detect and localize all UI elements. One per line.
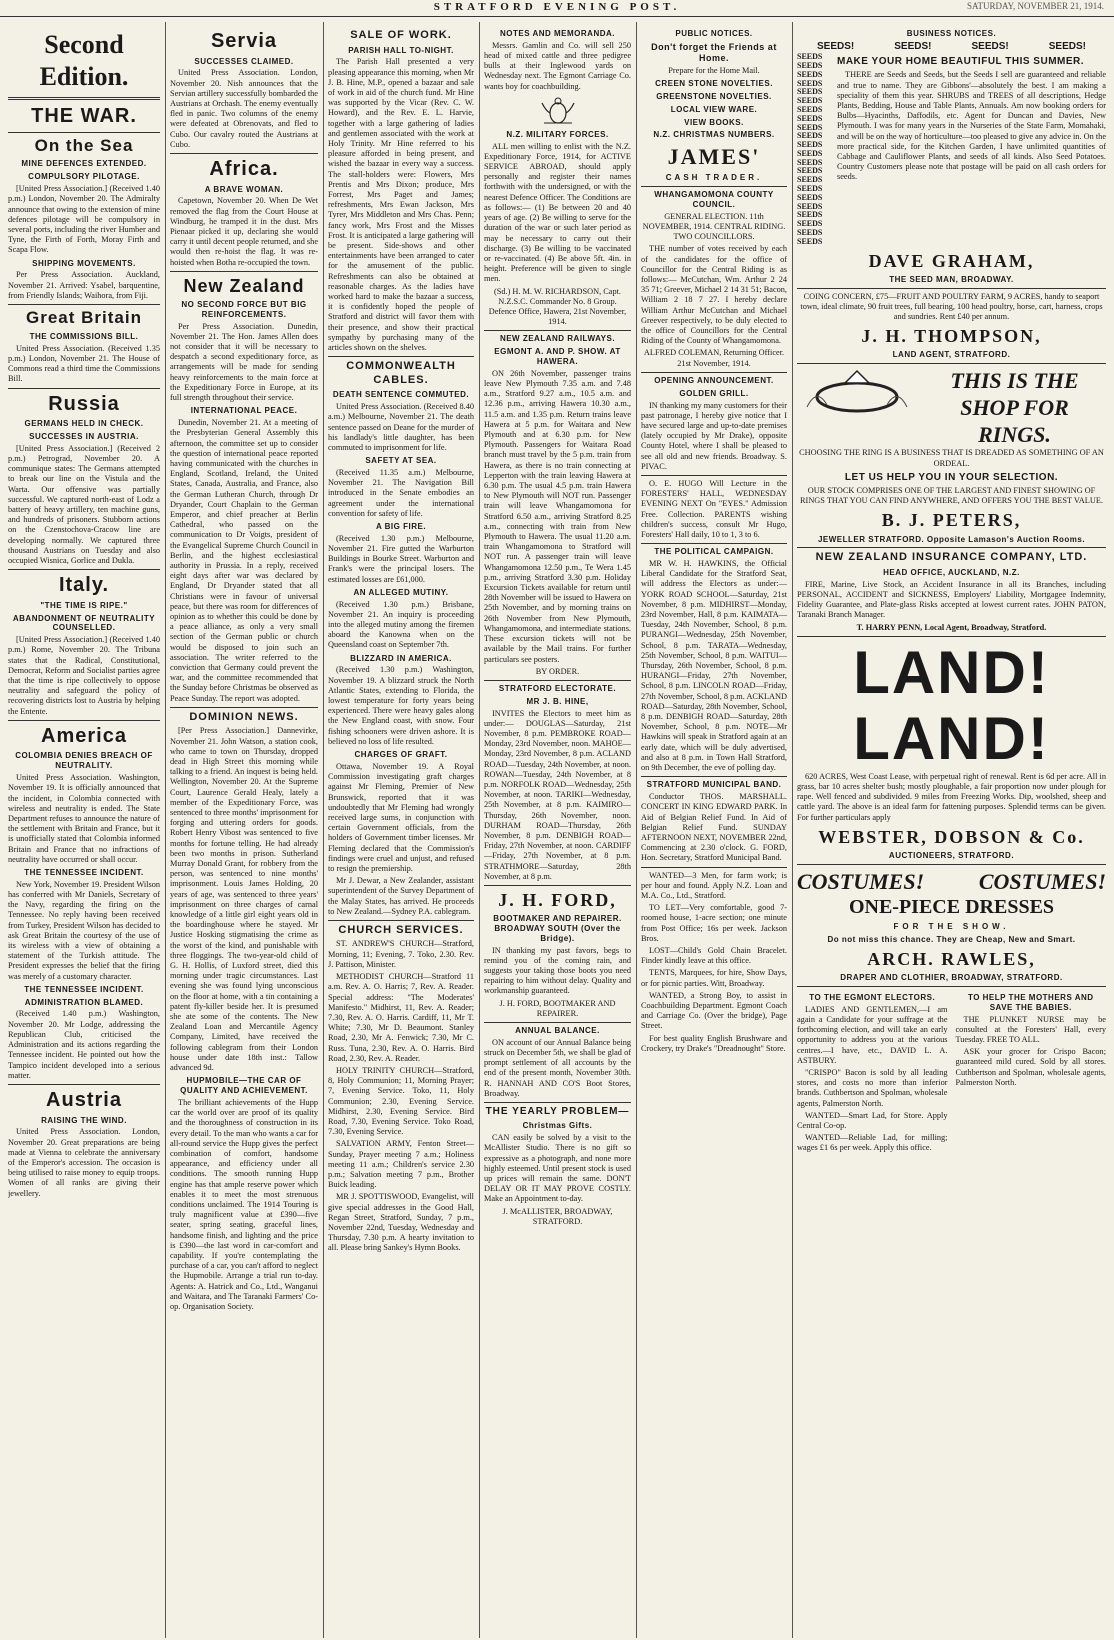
- column-rule: [165, 22, 166, 1638]
- article-body: The brilliant achievements of the Hupp car the world over are proof of its quality and the thoroughness of construction in its every detail. To the man who wants a car for all-round service the Hupp gives the perfect combination of comfort, handsome appearance, and efficiency under all conditions. The smooth running Hupp engine has that ample reserve power which enables it to meet the most strenuous conditions unclaimed. The 1914 Touring is truly magnificent value at £390—five seater, spring seating, graceful lines, handsome finish, and lighting and the price is £390—the last word in car-comfort and capability. If you're contemplating the purchase of a car, you can't afford to neglect the Hupmobile. Arrange a trial run to-day. Agents: A. Hatrick and Co., Ltd., Wanganui and Waitara, and The Taranaki Farmers' Co-op. Organisation Society.: [170, 1097, 318, 1311]
- subheading: THE COMMISSIONS BILL.: [29, 331, 139, 341]
- subheading: COLOMBIA DENIES BREACH OF NEUTRALITY.: [15, 751, 153, 771]
- notice-body: INVITES the Electors to meet him as under:— DOUGLAS—Saturday, 21st November, 8 p.m. PEMBROKE ROAD—Monday, 23rd November, noon. MAHOE—Monday, 23rd November, 8 p.m. ACLAND ROAD—Tuesday, 24th November, at noon. ROWAN—Tuesday, 24th November, at 8 p.m. NORFOLK ROAD—Wednesday, 25th November, at noon. TARIKI—Wednesday, 25th November, at 8 p.m. KAIMIRO—Thursday, 26th November, noon. DURHAM ROAD—Thursday, 26th November, 8 p.m. DENBIGH ROAD—Friday, 27th November, at noon. CARDIFF—Friday, 27th November, at 8 p.m. STRATHMORE—Saturday, 28th November, at 8 p.m.: [484, 708, 631, 881]
- ad-body: OUR STOCK COMPRISES ONE OF THE LARGEST AND FINEST SHOWING OF RINGS THAT YOU CAN FIND ANYWHERE, AND OFFERS YOU THE BEST VALUE.: [800, 486, 1103, 506]
- subheading: THE TENNESSEE INCIDENT.: [24, 984, 144, 994]
- seeds-word: SEEDS: [797, 201, 823, 211]
- seeds-word: SEEDS: [797, 78, 823, 88]
- article-body: (Received 1.30 p.m.) Brisbane, November 21. An inquiry is proceeding into the alleged mutiny among the firemen aboard the Kanowna when on the Queensland coast on September 7th.: [328, 599, 474, 650]
- notice-signature: (Sd.) H. M. W. RICHARDSON, Capt. N.Z.S.C. Commander No. 8 Group. Defence Office, Hawera, 21st November, 1914.: [488, 286, 627, 327]
- classified-ad: WANTED—3 Men, for farm work; is per hour and found. Apply N.Z. Loan and M.A. Co., Ltd., Stratford.: [641, 870, 787, 900]
- divider: [170, 707, 318, 708]
- masthead: [0, 0, 1114, 17]
- notice-signature: ALFRED COLEMAN, Returning Officer. 21st November, 1914.: [643, 348, 785, 368]
- subheading: SAFETY AT SEA.: [365, 456, 437, 466]
- notice-signature: BY ORDER.: [535, 666, 580, 676]
- subheading: N.Z. MILITARY FORCES.: [506, 129, 609, 139]
- article-body: [United Press Association.] (Received 2 p.m.) Petrograd, November 20. A communique states: The Germans attempted to break our line on the Vistula and the Warta. Our offensive was partially successful. We captured north-east of Lodz a battery of heavy artillery, ten machine guns, and hundreds of prisoners. Stubborn actions on the Czenstochova-Cracow line are developing normally. We captured three thousand Austrians on Tuesday and also occupied Wisnica, Gorlice and Dukla.: [8, 443, 160, 565]
- ad-line: N.Z. CHRISTMAS NUMBERS.: [653, 130, 775, 140]
- subheading: TO HELP THE MOTHERS AND SAVE THE BABIES.: [967, 992, 1094, 1012]
- subheading: Christmas Gifts.: [522, 1121, 593, 1131]
- divider: [641, 776, 787, 777]
- article-body: The Parish Hall presented a very pleasing appearance this morning, when Mr J. B. Hine, M.P., opened a bazaar and sale of work in aid of the church fund. Mr Hine was supported by the Vicar (Rev. C. W. Howard), and the Rev. E. L. Harvie, together with a large gathering of ladies and gentlemen associated with the work at Holy Trinity. Mr Hine referred to his pleasure afforded in being present, and wished the bazaar in every way a success. The stall-holders were: Flowers, Mrs Prentis and Mrs Dixon; produce, Mrs Forrest, Mrs Paget and James; refreshments, Mrs Ewan Jackson, Mrs Tyrer, Mrs Middleton and Mrs Chas. Penn; fancy work, Mrs Frost and the Misses Frost. It is anticipated a large gathering will be present. Side-shows and other entertainments have been arranged to cater for the amusement of the public. Refreshments can also be obtained at reasonable charges. As the ladies have worked hard to make the bazaar a success, it is confidently hoped the people of Stratford and district will favor them with their presence, and show their practical sympathy by purchasing many of the articles shown on the shelves.: [328, 57, 474, 353]
- subheading: GOLDEN GRILL.: [679, 388, 749, 398]
- section-heading-africa: Africa.: [209, 158, 279, 181]
- notice-body: MR J. SPOTTISWOOD, Evangelist, will give special addresses in the Good Hall, Regan Street, Stratford, Sunday, 7 p.m., November 22nd, Tuesday, Wednesday and Thursday, 7.30 p.m. A hearty invitation to all. Please bring Sankey's Hymn Books.: [328, 1192, 474, 1253]
- subheading: MR J. B. HINE,: [526, 696, 589, 706]
- notice-body: ON account of our Annual Balance being struck on December 5th, we shall be glad of prompt settlement of all accounts by the end of the present month, November 30th. R. HANNAH AND CO'S Boot Stores, Broadway.: [484, 1037, 631, 1098]
- bottom-right: [956, 990, 1107, 1156]
- paper-title: STRATFORD EVENING POST.: [433, 1, 681, 13]
- bottom-left: [797, 990, 948, 1156]
- column-3: [328, 26, 474, 1636]
- seeds-header: SEEDS!: [894, 40, 932, 52]
- divider: [328, 920, 474, 921]
- subheading: FOR THE SHOW.: [893, 922, 1010, 932]
- section-heading-dominion: DOMINION NEWS.: [189, 710, 299, 723]
- subheading: CHARGES OF GRAFT.: [354, 750, 448, 760]
- classified-ad: WANTED—Smart Lad, for Store. Apply Central Co-op.: [797, 1110, 948, 1131]
- subheading: SUCCESSES CLAIMED.: [194, 56, 294, 66]
- article-body: Ottawa, November 19. A Royal Commission investigating graft charges against Mr Fleming, Premier of New Brunswick, reported that it was undoubtedly that Mr Fleming had wrongly received large sums, in conjunction with certain Government officials, from the holders of Government timber licenses. Mr Fleming declared that the Commission's findings were cruel and unjust, and refused to resign the premiership.: [328, 761, 474, 873]
- section-heading-sea: On the Sea: [34, 135, 134, 155]
- seeds-word: SEEDS: [797, 192, 823, 202]
- subheading: THE YEARLY PROBLEM—: [485, 1106, 630, 1118]
- divider: [641, 475, 787, 476]
- article-body: (Received 1.30 p.m.) Melbourne, November 21. Fire gutted the Warburton Buildings in Bourke Street. Warburton and Frank's were the principal losers. The estimated losses are £61,000.: [328, 533, 474, 584]
- article-body: [United Press Association.] (Received 1.40 p.m.) London, November 20. The Admiralty announce that owing to the extension of mine defences pilotage will be compulsory in several ports, including the river Humber and Tyne, the Firth of Forth, Moray Firth and Scapa Flow.: [8, 184, 160, 255]
- subheading: ABANDONMENT OF NEUTRALITY COUNSELLED.: [12, 613, 156, 633]
- subheading: CASH TRADER.: [665, 173, 763, 183]
- column-rule: [323, 22, 324, 1638]
- subheading: RAISING THE WIND.: [41, 1115, 127, 1125]
- ad-line: GREENSTONE NOVELTIES.: [656, 91, 772, 101]
- subheading: HUPMOBILE—THE CAR OF QUALITY AND ACHIEVEMENT.: [180, 1076, 308, 1096]
- subheading: STRATFORD MUNICIPAL BAND.: [646, 780, 782, 790]
- subheading: PARISH HALL TO-NIGHT.: [348, 45, 454, 55]
- rings-headline: RINGS.: [978, 422, 1051, 448]
- seeds-word: SEEDS: [797, 157, 823, 167]
- seeds-word: SEEDS: [797, 219, 823, 229]
- subheading: JEWELLER STRATFORD. Opposite Lamason's Auction Rooms.: [817, 534, 1086, 544]
- subheading: MINE DEFENCES EXTENDED.: [21, 159, 147, 169]
- subheading: A BIG FIRE.: [375, 521, 427, 531]
- notice-body: ASK your grocer for Crispo Bacon; guaranteed mild cured. Sold by all stores. Cuthbertson and Spolman, wholesale agents, Palmerston North.: [955, 1047, 1106, 1087]
- classified-ad: WANTED—Reliable Lad, for milling; wages £1 6s per week. Apply this office.: [797, 1133, 948, 1153]
- article-body: Capetown, November 20. When De Wet removed the flag from the Court House at Windburg, he tramped it in the dust. Mrs Pienaar picked it up, declaring she would carry it until decent people returned, and she would then re-hoist the flag. It was re-hoisted when Botha re-occupied the town.: [170, 196, 318, 267]
- subheading: THE SEED MAN, BROADWAY.: [889, 274, 1014, 284]
- ad-line: LOCAL VIEW WARE.: [670, 104, 758, 114]
- subheading: THE TENNESSEE INCIDENT.: [24, 867, 144, 877]
- subheading: ADMINISTRATION BLAMED.: [24, 997, 144, 1007]
- subheading: AN ALLEGED MUTINY.: [353, 587, 449, 597]
- subheading: THE POLITICAL CAMPAIGN.: [654, 547, 774, 557]
- notice-body: ST. ANDREW'S CHURCH—Stratford, Morning, 11; Evening, 7. Toko, 2.30. Rev. J. Pattison, Minister.: [328, 939, 474, 969]
- seeds-word: SEEDS: [797, 140, 823, 150]
- ad-name-peters: B. J. PETERS,: [881, 510, 1022, 531]
- article-body: Dunedin, November 21. At a meeting of the Presbyterian General Assembly this afternoon, the committee set up to consider the question of international peace reported having communicated with the churches in England, Scotland, Ireland, the United States, Canada, Australia, and France, also the German Lutheran Church, through Dr Dryander, Court Chaplain to the German Emperor, and chief preacher at Berlin Cathedral, who passed on the communication to Dr Voigts, president of the Evangelical Supreme Church Council in Berlin, and the highest ecclesiastical authority in Prussia. In a reply, received eight days after war was declared by England, Dr Dryander stated that all Christians were in favour of universal peace, but there was room for differences of opinion as to whether this could be done by a peace alliance, as only a very small section of the German public or church would be disposed to join such an association. The writer referred to the conviction that Germany could prevent the war, and the committee recommended that the Sunday before Christmas be observed as Peace Sunday. The report was adopted.: [170, 418, 318, 703]
- divider: [170, 153, 318, 154]
- ad-line: Don't forget the Friends at Home.: [651, 41, 777, 63]
- article-body: [Per Press Association.] Dannevirke, November 21. John Watson, a station cook, who came to town on Thursday, dropped dead in High Street this morning while talking to a friend. An inquest is being held. Wellington, November 20. At the Supreme Court, Laurence Gerald Healy, lately a member of the Expeditionary Force, was sentenced to three months' imprisonment for forging and uttering orders for goods. Robert Henry Vibost was sentenced to five months for fortune telling. He had already been two months in prison. Sutherland Murray Donald Grant, for robbery from the person, was sentenced to nine months' imprisonment. Louis James Holding, 20 years of age, was sentenced to three years' imprisonment on three charges of carnal knowledge of a little girl eight years old in the boardinghouse where he stayed. Mr Justice Hosking stigmatising the crime as the worst of the kind, and punishable with three floggings. The two-year-old child of G. H. Hollis, of Luxford street, died this morning under tragic circumstances. Last evening she was found lying unconscious on the floor at home, with a tin containing a patent fly-killer beside her. It is presumed she ate some of the contents. The New Zealand Loan and Mercantile Agency Company, Limited, have received the following cablegram from their London house under date 18th inst.: Tallow advanced 9d.: [170, 726, 318, 1073]
- subheading: NO SECOND FORCE BUT BIG REINFORCEMENTS.: [181, 300, 307, 319]
- notice-body: MR W. H. HAWKINS, the Official Liberal Candidate for the Stratford Seat, will address the Electors as under:— YORK ROAD SCHOOL—Saturday, 21st November, 8 p.m. MIDHIRST—Monday, 23rd November, Hall, 8 p.m. KAIMATA—Tuesday, 24th November, School, 8 p.m. PURANGI—Wednesday, 25th November, School, 8 p.m. TARATA—Wednesday, 25th November, School, 8 p.m. WAITUI—Thursday, 26th November, School, 8 p.m. HURANGI—Friday, 27th November, School, 8 p.m. LINCOLN ROAD—Friday, 27th November, School, 8 p.m. ACKLAND ROAD—Saturday, 28th November, School, 8 p.m. DENBIGH ROAD—Saturday, 28th November, School, 8 p.m. NOTE—Mr Hawkins will speak in Stratford again at an early date, which will be duly advertised, and also at 8 p.m. in Town Hall Stratford, on 9th December, the eve of polling day.: [641, 559, 787, 773]
- divider: [8, 1084, 160, 1085]
- seeds-word: SEEDS: [797, 113, 823, 123]
- rings-headline: THIS IS THE: [950, 368, 1079, 394]
- subheading: A BRAVE WOMAN.: [204, 184, 284, 194]
- notice-body: SALVATION ARMY, Fenton Street—Sunday, Prayer meeting 7 a.m.; Holiness meeting 11 a.m.; Children's service 2.30 p.m.; Salvation meeting 7 p.m., Brother Buick leading.: [328, 1139, 474, 1190]
- notice-body: "CRISPO" Bacon is sold by all leading stores, and costs no more than inferior brands. Cuthbertson and Spolman, wholesale agents, Palmerston North.: [797, 1068, 948, 1108]
- divider: [8, 97, 160, 100]
- ad-name-rawles: ARCH. RAWLES,: [867, 949, 1036, 969]
- classified-ad: TO LET—Very comfortable, good 7-roomed house, 1-acre section; one minute from Post Office; 16s per week. Jackson Bros.: [641, 903, 787, 943]
- notice-body: LADIES AND GENTLEMEN,—I am again a Candidate for your suffrage at the forthcoming election, and will take an early opportunity to address you at the various centres.—I have, etc., DAVID L. A. ASTBURY.: [797, 1004, 948, 1065]
- subheading: Do not miss this chance. They are Cheap, New and Smart.: [827, 935, 1076, 945]
- column-rule: [792, 22, 793, 1638]
- article-body: (Received 1.30 p.m.) Washington, November 19. A blizzard struck the North Atlantic States, extending to Florida, the lowest temperature for forty years being experienced. There were heavy gales along the New England coast, with snow. Four fishing schooners were driven ashore. It is believed no loss of life resulted.: [328, 665, 474, 746]
- seeds-word-column: [797, 53, 831, 247]
- classified-ad: TENTS, Marquees, for hire, Show Days, or for picnic parties. Witt, Broadway.: [641, 968, 787, 988]
- subheading: BLIZZARD IN AMERICA.: [350, 653, 452, 663]
- subheading: DEATH SENTENCE COMMUTED.: [332, 390, 470, 400]
- divider: [8, 569, 160, 570]
- article-body: New York, November 19. President Wilson has conferred with Mr Daniels, Secretary of the Navy, regarding the firing on the Tennessee. No reply having been received from Turkey, President Wilson has decided to ask Great Britain the courtesy of the use of its wireless with a view of obtaining a statement of the Turkish attitude. The President expresses the belief that the firing was merely of a customary character.: [8, 879, 160, 981]
- divider: [8, 388, 160, 389]
- column-2: [170, 26, 318, 1636]
- divider: [641, 543, 787, 544]
- ad-body: THERE are Seeds and Seeds, but the Seeds I sell are guaranteed and reliable and true to name. They are Gibbons'—absolutely the best. I am making a speciality of them this year. SHRUBS and TREES of all descriptions, Hedge Plants, Bedding, House and Table Plants, Annuals. Am now booking orders for Bulbs—Hyacinths, Daffodils, etc. Agent for Duncan and Davies, New Plymouth. I was for many years in the Nurseries of the State Farm, Momahaki, and will be on the way of horticulture—too pleased to give any advice in. On the more practical side, for the Kitchen Garden, I have unlimited quantities of Cabbage and Cauliflower Plants, and seeds of all kinds. Also Seed Potatoes. Country Customers please note that postage will be paid on all cash orders for seeds.: [837, 70, 1106, 182]
- seeds-word: SEEDS: [797, 175, 823, 185]
- notice-body: O. E. HUGO Will Lecture in the FORESTERS' HALL, WEDNESDAY EVENING NEXT On "EYES." Admission Free. Collection. PARENTS wishing children's success, consult Mr Hugo, Foresters' Hall daily, 10 to 1, 3 to 6.: [641, 478, 787, 539]
- edition-heading: Second Edition.: [39, 30, 129, 91]
- paper-date: SATURDAY, NOVEMBER 21, 1914.: [966, 1, 1104, 11]
- divider: [484, 885, 631, 886]
- column-6: [797, 26, 1106, 1636]
- ad-body: CAN easily be solved by a visit to the McAllister Studio. There is no gift so expressive as a photograph, and none more highly esteemed. Until present stock is used up prices will remain the same. DON'T DELAY OR IT MAY PROVE COSTLY. Make an Appointment to-day.: [484, 1133, 631, 1204]
- subheading: TO THE EGMONT ELECTORS.: [809, 992, 936, 1002]
- notice-body: Conductor THOS. MARSHALL. CONCERT IN KING EDWARD PARK. In Aid of Belgian Relief Fund. In Aid of Belgian Relief Fund. SUNDAY AFTERNOON NEXT, NOVEMBER 22nd, Commencing at 2.30 o'clock. G. FORD, Hon. Secretary, Stratford Municipal Band.: [641, 792, 787, 863]
- dresses-headline: ONE-PIECE DRESSES: [848, 895, 1055, 918]
- seeds-ad-body: [837, 53, 1106, 247]
- classified-ad: For best quality English Brushware and Crockery, try Drake's "Dreadnought" Store.: [641, 1033, 787, 1053]
- ad-name-james: JAMES': [667, 144, 761, 170]
- section-heading-business: BUSINESS NOTICES.: [906, 29, 997, 38]
- subheading: MAKE YOUR HOME BEAUTIFUL THIS SUMMER.: [837, 56, 1085, 68]
- ad-name-thompson: J. H. THOMPSON,: [861, 326, 1042, 347]
- subheading: NEW ZEALAND INSURANCE COMPANY, LTD.: [815, 551, 1088, 564]
- seeds-header: SEEDS!: [817, 40, 855, 52]
- subheading: OPENING ANNOUNCEMENT.: [654, 375, 774, 385]
- costumes-headline: COSTUMES!: [797, 868, 925, 894]
- article-body: United Press Association. London, November 20. Great preparations are being made at Vienna to celebrate the anniversary of the Emperor's accession. The occasion is being utilised to raise money to equip troops. Women of all ranks are giving their jewellery.: [8, 1127, 160, 1198]
- seeds-word: SEEDS: [797, 166, 823, 176]
- divider: [797, 864, 1106, 865]
- article-body: (Received 11.35 a.m.) Melbourne, November 21. The Navigation Bill introduced in the Senate embodies an agreement under the international convention for safety of life.: [328, 467, 474, 518]
- notice-body: Messrs. Gamlin and Co. will sell 250 head of mixed cattle and three pedigree bulls at their Inglewood yards on Wednesday next. The Egmont Carriage Co. wants boy for coachbuilding.: [484, 40, 631, 91]
- costumes-headline: COSTUMES!: [978, 868, 1106, 894]
- ad-signature: J. H. FORD, BOOTMAKER AND REPAIRER.: [499, 998, 616, 1018]
- subheading: EGMONT A. AND P. SHOW. AT HAWERA.: [494, 347, 621, 366]
- notice-body: ON 26th November, passenger trains leave New Plymouth 7.35 a.m. and 7.48 a.m., Stratford 9.27 a.m., 10.5 a.m. and 12.36 p.m., arriving Hawera 10.30 a.m., 11.5 a.m. and 1.35 p.m. Return trains leave Hawera at 5 p.m. for Waitara and New Plymouth and at 6.30 p.m. for New Plymouth. Passengers for Waitara Road branch must travel by the 5 p.m. train from Hawera, as there is no train connecting at Lepperton with the train leaving Hawera at 6.30 p.m. The usual 4.5 p.m. train Hawera to New Plymouth will NOT run. Passenger train will leave Whangamomona for Stratford 6.50 a.m., arriving Stratford 8.25 a.m., connecting with train from New Plymouth to Hawera. The usual 11.20 a.m. train Whangamomona to Stratford will NOT run. A passenger train will leave Whangamomona 12.50 p.m., Te Wera 1.45 p.m., arriving Stratford 3.30 p.m. Holiday Excursion Tickets available for return until 28th November will be issued to Hawera on 25th November, and by morning trains on 26th November from New Plymouth, Whangamomona, and intermediate stations. These excursion tickets will not be available by the Mail trains. For further particulars see posters.: [484, 368, 631, 664]
- divider: [641, 372, 787, 373]
- coat-of-arms-icon: [536, 95, 580, 127]
- seeds-word: SEEDS: [797, 60, 823, 70]
- divider: [8, 304, 160, 305]
- column-rule: [636, 22, 637, 1638]
- subheading: NEW ZEALAND RAILWAYS.: [499, 334, 616, 344]
- divider: [797, 986, 1106, 987]
- article-body: [United Press Association.] (Received 1.40 p.m.) Rome, November 20. The Tribuna states that the Radical, Constitutional, Democrat, Reform and Socialist parties agree that the time is ripe collectively to oppose neutrality and safeguard the policy of recovering districts lost to Austria by helping the Entente.: [8, 635, 160, 716]
- rings-headline: SHOP FOR: [960, 395, 1069, 421]
- section-heading-italy: Italy.: [58, 574, 110, 597]
- ad-signature: J. McALLISTER, BROADWAY, STRATFORD.: [502, 1206, 613, 1226]
- notice-body: THE PLUNKET NURSE may be consulted at the Foresters' Hall, every Tuesday. FREE TO ALL.: [955, 1014, 1106, 1045]
- subheading: GERMANS HELD IN CHECK.: [24, 419, 144, 429]
- subheading: "THE TIME IS RIPE.": [40, 600, 128, 610]
- ad-body: COING CONCERN, £75—FRUIT AND POULTRY FARM, 9 ACRES, handy to seaport town, ideal climate, 90 fruit trees, full bearing, 100 head poultry, horse, cart, harness, crops and sundries. Rent £40 per annum.: [800, 291, 1103, 322]
- section-heading-nz: New Zealand: [183, 275, 305, 296]
- subheading: AUCTIONEERS, STRATFORD.: [888, 850, 1015, 860]
- seeds-word: SEEDS: [797, 148, 823, 158]
- bottom-notices: [797, 990, 1106, 1156]
- ad-name-graham: DAVE GRAHAM,: [868, 250, 1035, 271]
- ad-line: Prepare for the Home Mail.: [668, 65, 760, 75]
- seeds-header: SEEDS!: [1048, 40, 1086, 52]
- divider: [641, 186, 787, 187]
- subheading: LAND AGENT, STRATFORD.: [892, 350, 1011, 360]
- notice-body: THE number of votes received by each of the candidates for the office of Councillor for the Central Riding is as follows:— McCutchan, Wm. Arthur 2 24 35 71; Greever, Michael 2 14 31 51; Bacon, William 2 18 7 27. I hereby declare William Arthur McCutchan and Michael Greever respectively, to be duly elected to the office of Councillors for the Central Riding of the County of Whangamomona.: [641, 244, 787, 346]
- column-5: [641, 26, 787, 1636]
- divider: [484, 680, 631, 681]
- seeds-word: SEEDS: [797, 236, 823, 246]
- classified-ad: WANTED, a Strong Boy, to assist in Coachbuilding Department. Egmont Coach and Carriage Co. (Over the bridge), Page Street.: [641, 990, 787, 1031]
- seeds-header: SEEDS!: [971, 40, 1009, 52]
- ad-body: 620 ACRES, West Coast Lease, with perpetual right of renewal. Rent is 6d per acre. All in grass, bar 10 acres shelter bush; mostly ploughable, a fair proportion now under plough for rape. Well fenced and subdivided. 9 miles from Freezing Works. Dip, woolshed, sheep and cattle yard. The above is an ideal farm for fattening purposes. Splendid terms can be given. For further particulars apply: [797, 771, 1106, 822]
- section-heading-america: America: [41, 724, 127, 747]
- subheading: BOOTMAKER AND REPAIRER. BROADWAY SOUTH (Over the Bridge).: [493, 914, 622, 943]
- divider: [641, 867, 787, 868]
- subheading: INTERNATIONAL PEACE.: [190, 406, 298, 416]
- article-body: United Press Association. London, November 20. Nish announces that the Servian artillery successfully bombarded the Austrians at Orchash. The enemy eventually fled in panic. Two columns of the enemy were defeated at Obrenovats, and fled to Cubo. Our cavalry routed the Austrians at Cubo.: [170, 68, 318, 149]
- divider: [797, 363, 1106, 364]
- column-rule: [479, 22, 480, 1638]
- section-heading-servia: Servia: [210, 30, 278, 52]
- notice-body: METHODIST CHURCH—Stratford 11 a.m. Rev. A. O. Harris; 7, Rev. A. Reader. Special address: "The Moderates' Manifesto." Midhirst, 11, Rev. A. Reader; 7.30, Rev. A. O. Harris. Cardiff, 11, Mr T. White; 7.30, Mr D. Beaumont. Stanley Road, 2.30, Mr A. Fenwick; 7.30, Mr C. Russ. Tuna, 2.30, Rev. A. O. Harris. Bird Road, 2.30, Rev. A. Reader.: [328, 972, 474, 1063]
- section-heading-cables: COMMONWEALTH CABLES.: [346, 360, 456, 386]
- subheading: COMPULSORY PILOTAGE.: [28, 172, 140, 182]
- article-body: United Press Association. (Received 8.40 a.m.) Melbourne, November 21. The death sentence passed on Deane for the murder of his landlady's little daughter, has been commuted to imprisonment for life.: [328, 402, 474, 452]
- divider: [328, 356, 474, 357]
- divider: [484, 330, 631, 331]
- ad-line: CREEN STONE NOVELTIES.: [655, 79, 773, 89]
- war-heading: THE WAR.: [31, 104, 137, 127]
- ring-illustration-icon: [797, 367, 917, 422]
- divider: [8, 132, 160, 133]
- section-heading-austria: Austria: [46, 1088, 122, 1111]
- article-body: Mr J. Dewar, a New Zealander, assistant superintendent of the Survey Department of the Malay States, has arrived. He proceeds to New Zealand.—Sydney P.A. cablegram.: [328, 876, 474, 916]
- ad-signature: T. HARRY PENN, Local Agent, Broadway, Stratford.: [856, 622, 1047, 632]
- divider: [797, 288, 1106, 289]
- subheading: SUCCESSES IN AUSTRIA.: [29, 431, 139, 441]
- section-heading-britain: Great Britain: [26, 307, 142, 327]
- seeds-word: SEEDS: [797, 210, 823, 220]
- divider: [170, 271, 318, 272]
- subheading: HEAD OFFICE, AUCKLAND, N.Z.: [883, 567, 1020, 577]
- article-body: (Received 1.40 p.m.) Washington, November 20. Mr Lodge, addressing the Republican Club, criticised the Administration and its actions regarding the Tennessee incident. He pointed out how the Tampico incident developed into a serious matter.: [8, 1009, 160, 1080]
- section-heading-public: PUBLIC NOTICES.: [675, 29, 753, 38]
- seeds-header-row: [797, 41, 1106, 53]
- ad-body: IN thanking my past favors, begs to remind you of the coming rain, and suggests your taking those boots you need repairing to him without delay. Quality and workmanship guaranteed.: [484, 945, 631, 996]
- ad-line: VIEW BOOKS.: [684, 117, 744, 127]
- divider: [797, 636, 1106, 637]
- subheading: STRATFORD ELECTORATE.: [498, 683, 617, 693]
- ad-name-ford: J. H. FORD,: [498, 890, 617, 911]
- seeds-word: SEEDS: [797, 104, 823, 114]
- subheading: WHANGAMOMONA COUNTY COUNCIL.: [654, 190, 774, 209]
- ad-body: FIRE, Marine, Live Stock, an Accident Insurance in all its Branches, including PERSONAL, ACCIDENT and SICKNESS, Employers' Liability, Mortgagee Indemnity, Fidelity Guarantee, and Plate-glass Risks accepted at lowest current rates. JOHN PATON, Taranaki Branch Manager.: [797, 579, 1106, 620]
- article-body: Per Press Association. Dunedin, November 21. The Hon. James Allen does not consider that it will be necessary to despatch a second expeditionary force, as arrangements will be made for sending heavy reinforcements to the main force at the Expeditionary Force in Europe, at its full strength throughout their service.: [170, 321, 318, 403]
- notice-body: HOLY TRINITY CHURCH—Stratford, 8, Holy Communion; 11, Morning Prayer; 7, Evening Service. Toko, 11, Holy Communion; 2.30, Evening Service. Midhirst, 2.30, Evening Service. Bird Road, 7.30, Evening Service. Toko Road, 7.30, Evening Service.: [328, 1065, 474, 1137]
- seeds-word: SEEDS: [797, 69, 823, 79]
- section-heading-church: CHURCH SERVICES.: [338, 923, 464, 936]
- section-heading-notes: NOTES AND MEMORANDA.: [499, 29, 616, 38]
- subheading: ANNUAL BALANCE.: [515, 1026, 600, 1036]
- seeds-word: SEEDS: [797, 131, 823, 141]
- subheading: SHIPPING MOVEMENTS.: [32, 258, 136, 268]
- costumes-row: [797, 868, 1106, 895]
- seeds-word: SEEDS: [797, 52, 823, 62]
- notice-body: GENERAL ELECTION. 11th NOVEMBER, 1914. CENTRAL RIDING. TWO COUNCILLORS.: [642, 211, 786, 242]
- seeds-word: SEEDS: [797, 96, 823, 106]
- column-1: [8, 26, 160, 1636]
- article-body: United Press Association. Washington, November 19. It is officially announced that the incident, in Colombia connected with wireless and neutrality is ended. The State Department refuses to announce the nature of the settlement with Britain and France, but it is unofficially stated that Colombia informed Britain and France that no infractions of neutrality have occurred or shall occur.: [8, 773, 160, 864]
- notice-body: ALL men willing to enlist with the N.Z. Expeditionary Force, 1914, for ACTIVE SERVICE ABROAD, should apply personally and register their names forthwith with the undersigned, or with the nearest Defence Officer. The Conditions are as follows:— (1) Be between 20 and 40 years of age. (2) Be willing to serve for the duration of the war or such later period as may be necessary to carry out their discharge. (3) Be willing to be vaccinated or re-vaccinated. (4) Be above 5ft. 4in. in height. Preference will be given to single men.: [484, 141, 631, 284]
- ad-name-webster: WEBSTER, DOBSON & Co.: [818, 826, 1085, 847]
- divider: [484, 1102, 631, 1103]
- ad-body: CHOOSING THE RING IS A BUSINESS THAT IS DREADED AS SOMETHING OF AN ORDEAL.: [799, 448, 1104, 468]
- seeds-word: SEEDS: [797, 87, 823, 97]
- subheading: LET US HELP YOU IN YOUR SELECTION.: [844, 471, 1059, 483]
- article-body: Per Press Association. Auckland, November 21. Arrived: Ysabel, barquentine, from Friendly Islands; Waihora, from Fiji.: [8, 270, 160, 300]
- column-4: [484, 26, 631, 1636]
- seeds-word: SEEDS: [797, 184, 823, 194]
- seeds-word: SEEDS: [797, 122, 823, 132]
- rings-ad: [797, 367, 1106, 448]
- divider: [484, 1022, 631, 1023]
- land-headline: LAND! LAND!: [853, 638, 1050, 772]
- section-heading-sale: SALE OF WORK.: [350, 29, 452, 41]
- notice-body: IN thanking my many customers for their past patronage, I hereby give notice that I have secured large and up-to-date premises (lately occupied by Mr Drake), opposite County Hotel, where I shall be pleased to see all old and new friends. Broadway. S. PIVAC.: [641, 400, 787, 471]
- seeds-word: SEEDS: [797, 228, 823, 238]
- divider: [797, 547, 1106, 548]
- divider: [8, 720, 160, 721]
- classified-ad: LOST—Child's Gold Chain Bracelet. Finder kindly leave at this office.: [641, 945, 787, 966]
- subheading: DRAPER AND CLOTHIER, BROADWAY, STRATFORD.: [840, 973, 1063, 983]
- seeds-ad: [797, 53, 1106, 247]
- section-heading-russia: Russia: [48, 392, 120, 415]
- article-body: United Press Association. (Received 1.35 p.m.) London, November 21. The House of Commons read a third time the Commissions Bill.: [8, 343, 160, 384]
